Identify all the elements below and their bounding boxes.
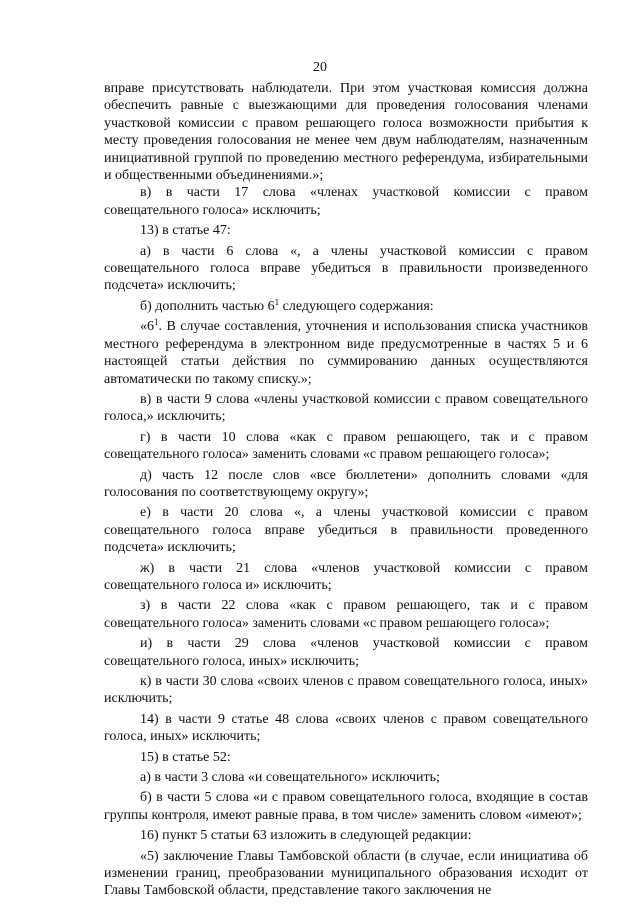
paragraph-point-15: 15) в статье 52: [140,749,231,765]
paragraph-item-i-part-29: и) в части 29 слова «членов участковой комиссии с правом совещательного голоса, иных» исключить; [104,636,588,669]
paragraph-point-13: 13) в статье 47: [140,223,231,239]
paragraph-quoted-point-5: «5) заключение Главы Тамбовской области (в случае, если инициатива об изменении границ, преобразовании муниципального образования исходит от Главы Тамбовской области, представление такого заключения не [104,848,588,899]
paragraph-item-v-part-17: в) в части 17 слова «членах участковой комиссии с правом совещательного голоса» исключить; [104,185,588,218]
paragraph-item-b-part-5: б) в части 5 слова «и с правом совещательного голоса, входящие в состав группы контроля, имеют равные права, в том числе» заменить словом «имеют»; [104,790,588,823]
superscript: 1 [274,296,280,307]
document-body [104,80,588,900]
paragraph-text: следующего содержания: [279,298,434,314]
paragraph-continuation: вправе присутствовать наблюдатели. При этом участковая комиссия должна обеспечить равные с выезжающими для проведения голосования членами участковой комиссии с правом решающего голоса возможности прибытия к месту проведения голосования не менее чем двум наблюдателям, назначенным инициативной группой по проведению местного референдума, избирательными и общественными объединениями.»; [104,81,588,184]
paragraph-point-14: 14) в части 9 статье 48 слова «своих членов с правом совещательного голоса, иных» исключить; [104,711,588,745]
paragraph-text: б) дополнить частью 6 [140,298,275,314]
paragraph-text: «6 [140,319,154,335]
paragraph-point-16: 16) пункт 5 статьи 63 изложить в следующей редакции: [140,828,472,844]
paragraph-text: . В случае составления, уточнения и использования списка участников местного референдума в электронном виде предусмотренные в частях 5 и 6 настоящей статьи действия по суммированию данных осуществляются автоматически по такому списку.»; [104,319,588,387]
paragraph-item-g-part-10: г) в части 10 слова «как с правом решающего, так и с правом совещательного голоса» заменить словами «с правом решающего голоса»; [104,429,588,463]
paragraph-item-zh-part-21: ж) в части 21 слова «членов участковой комиссии с правом совещательного голоса и» исключить; [104,560,588,593]
paragraph-item-e-part-20: е) в части 20 слова «, а члены участковой комиссии с правом совещательного голоса вправе убедиться в правильности проведенного подсчета» исключить; [104,505,588,556]
superscript: 1 [154,317,159,328]
paragraph-item-b-add-part [104,298,588,315]
paragraph-item-z-part-22: з) в части 22 слова «как с правом решающего, так и с правом совещательного голоса» заменить словами «с правом решающего голоса»; [104,598,588,631]
paragraph-item-d-part-12: д) часть 12 после слов «все бюллетени» дополнить словами «для голосования по соответствующему округу»; [104,467,588,500]
paragraph-quoted-part-6-1 [104,318,588,388]
page-number: 20 [313,60,327,75]
paragraph-item-a-part-6: а) в части 6 слова «, а члены участковой комиссии с правом совещательного голоса вправе убедиться в правильности произведенного подсчета» исключить; [104,243,588,294]
paragraph-item-a-part-3: а) в части 3 слова «и совещательного» исключить; [140,770,440,786]
paragraph-item-v-part-9: в) в части 9 слова «члены участковой комиссии с правом совещательного голоса,» исключить; [104,391,588,425]
paragraph-item-k-part-30: к) в части 30 слова «своих членов с правом совещательного голоса, иных» исключить; [104,674,588,707]
